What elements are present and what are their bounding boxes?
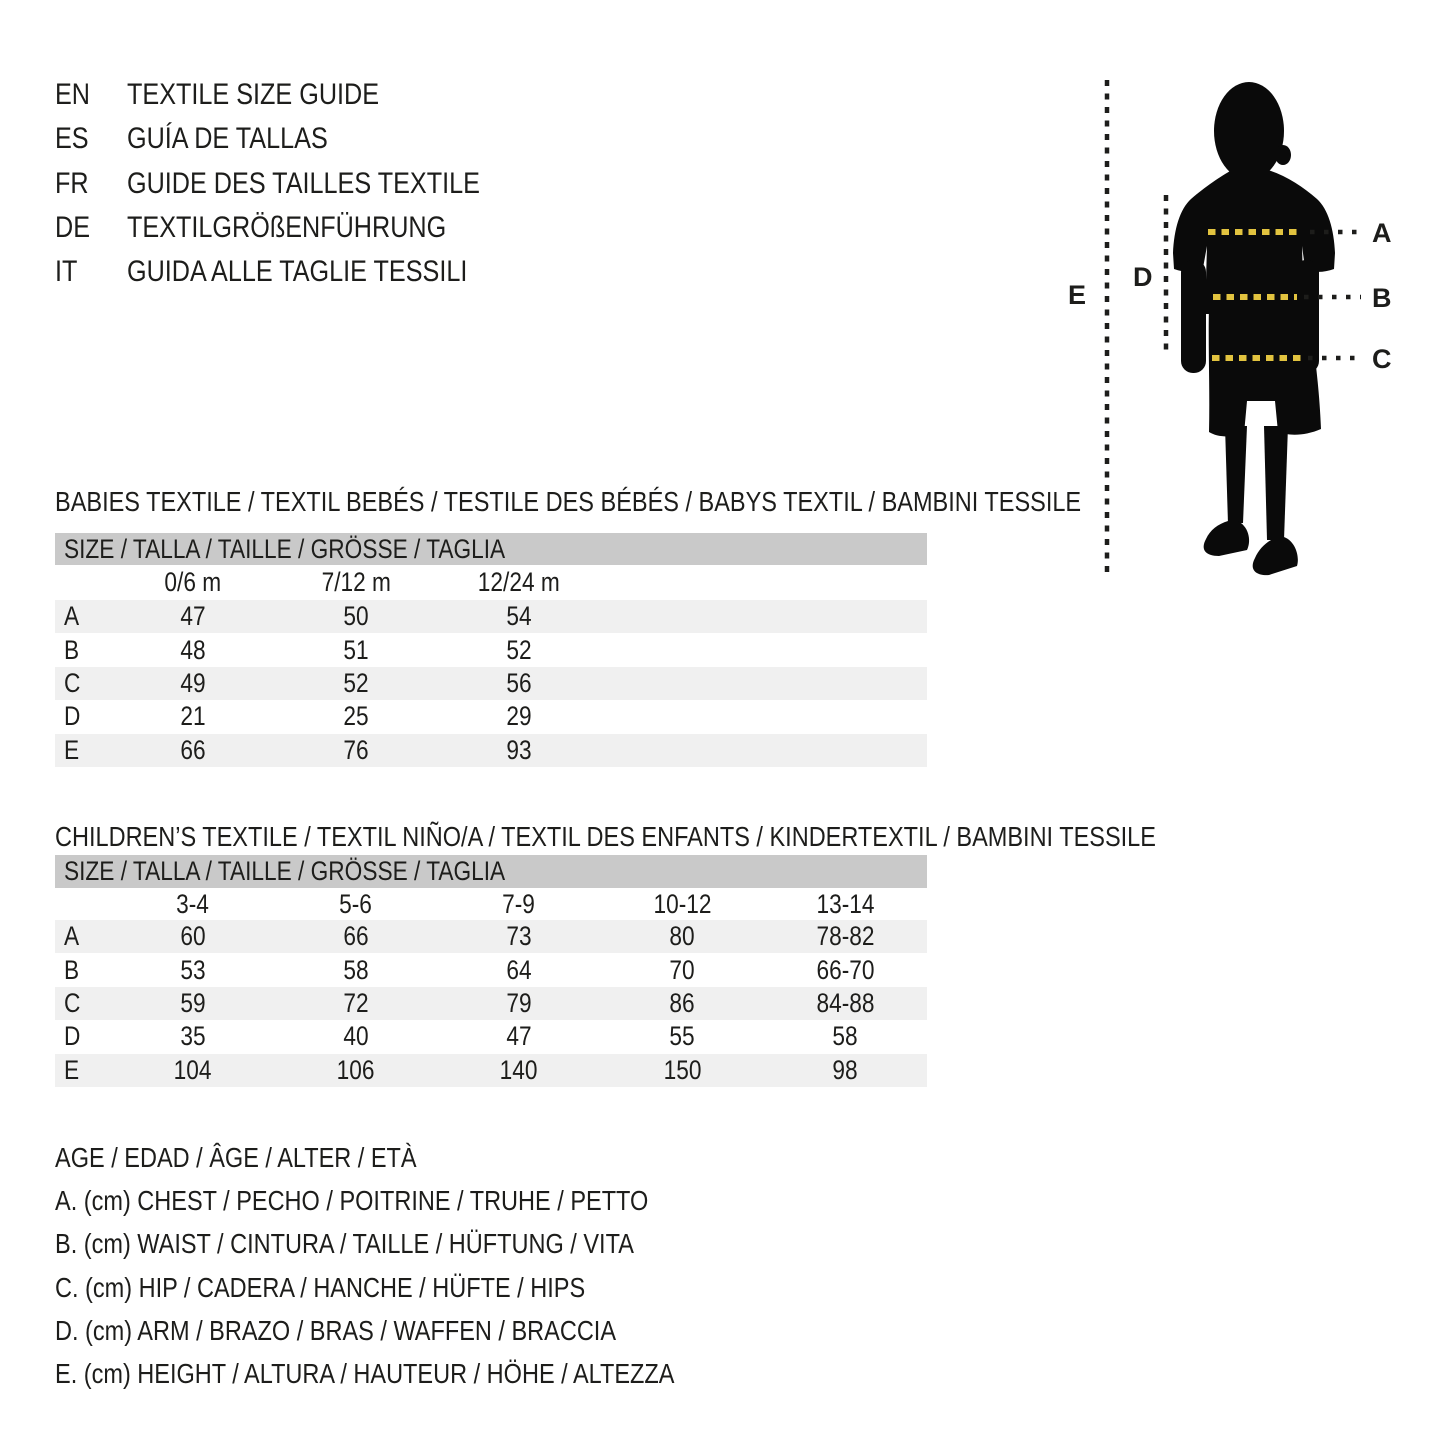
language-code-de: DE — [55, 211, 91, 245]
row-label: C — [64, 987, 81, 1018]
children-col-header-3: 7-9 — [502, 888, 536, 919]
babies-col-header-2: 7/12 m — [321, 567, 391, 597]
legend-line-age: AGE / EDAD / ÂGE / ALTER / ETÀ — [55, 1141, 417, 1173]
language-code-es: ES — [55, 122, 89, 156]
row-label: B — [64, 954, 80, 985]
language-title-en: TEXTILE SIZE GUIDE — [127, 78, 380, 112]
row-label: A — [64, 921, 80, 952]
cell-value: 25 — [343, 701, 369, 732]
measurement-figure-svg — [1040, 60, 1440, 600]
cell-value: 93 — [506, 734, 532, 765]
language-code-fr: FR — [55, 166, 89, 200]
cell-value: 54 — [506, 601, 532, 632]
language-title-fr: GUIDE DES TAILLES TEXTILE — [127, 166, 480, 200]
row-label: C — [64, 667, 81, 698]
language-title-de: TEXTILGRÖßENFÜHRUNG — [127, 211, 447, 245]
row-label: E — [64, 1054, 80, 1085]
measurement-figure — [1040, 60, 1440, 600]
language-code-en: EN — [55, 78, 91, 112]
babies-table-row-b — [55, 633, 927, 666]
cell-value: 59 — [179, 987, 206, 1018]
row-label: D — [64, 701, 81, 732]
children-table-row-b — [55, 953, 927, 986]
babies-table-row-e — [55, 734, 927, 767]
figure-label-b: B — [1372, 283, 1392, 313]
cell-value: 21 — [179, 701, 206, 732]
cell-value: 52 — [506, 634, 532, 665]
cell-value: 29 — [506, 701, 532, 732]
babies-table-row-d — [55, 700, 927, 733]
cell-value: 66 — [343, 921, 369, 952]
babies-column-header-row — [55, 565, 927, 600]
children-section-title: CHILDREN’S TEXTILE / TEXTIL NIÑO/A / TEXTIL DES ENFANTS / KINDERTEXTIL / BAMBINI TESSILE — [55, 821, 1156, 852]
cell-value: 106 — [336, 1054, 375, 1085]
cell-value: 49 — [179, 667, 206, 698]
babies-table-row-a — [55, 600, 927, 633]
cell-value: 47 — [179, 601, 206, 632]
cell-value: 51 — [343, 634, 369, 665]
children-table-row-c — [55, 987, 927, 1020]
figure-label-a: A — [1372, 218, 1392, 248]
cell-value: 58 — [832, 1021, 858, 1052]
figure-label-d: D — [1133, 262, 1153, 292]
babies-table-row-c — [55, 667, 927, 700]
babies-col-header-3: 12/24 m — [477, 567, 560, 597]
babies-section-title: BABIES TEXTILE / TEXTIL BEBÉS / TESTILE DES BÉBÉS / BABYS TEXTIL / BAMBINI TESSILE — [55, 486, 1082, 517]
figure-label-c: C — [1372, 344, 1392, 374]
cell-value: 86 — [669, 987, 695, 1018]
legend-line-hip: C. (cm) HIP / CADERA / HANCHE / HÜFTE / HIPS — [55, 1271, 586, 1303]
legend-line-chest: A. (cm) CHEST / PECHO / POITRINE / TRUHE / PETTO — [55, 1184, 649, 1216]
children-table-row-d — [55, 1020, 927, 1053]
cell-value: 64 — [506, 954, 532, 985]
babies-col-header-1: 0/6 m — [164, 567, 221, 597]
cell-value: 47 — [506, 1021, 532, 1052]
language-code-it: IT — [55, 255, 78, 289]
cell-value: 55 — [669, 1021, 695, 1052]
children-size-table — [55, 855, 927, 1087]
cell-value: 52 — [343, 667, 369, 698]
row-label: B — [64, 634, 80, 665]
legend-line-waist: B. (cm) WAIST / CINTURA / TAILLE / HÜFTUNG / VITA — [55, 1228, 634, 1260]
children-table-row-e — [55, 1054, 927, 1087]
row-label: A — [64, 601, 80, 632]
row-label: E — [64, 734, 80, 765]
cell-value: 79 — [506, 987, 532, 1018]
language-row-de — [55, 206, 755, 250]
figure-label-e: E — [1068, 280, 1087, 310]
cell-value: 84-88 — [816, 987, 875, 1018]
cell-value: 60 — [179, 921, 206, 952]
cell-value: 70 — [669, 954, 695, 985]
measurement-legend — [55, 1136, 792, 1396]
babies-size-header-bar: SIZE / TALLA / TAILLE / GRÖSSE / TAGLIA — [55, 533, 927, 565]
children-col-header-1: 3-4 — [176, 888, 209, 919]
cell-value: 48 — [179, 634, 206, 665]
language-header-block — [55, 73, 755, 294]
cell-value: 150 — [663, 1054, 702, 1085]
cell-value: 76 — [343, 734, 369, 765]
babies-size-table — [55, 533, 927, 767]
cell-value: 66-70 — [816, 954, 875, 985]
cell-value: 66 — [179, 734, 206, 765]
language-title-es: GUÍA DE TALLAS — [127, 122, 328, 156]
legend-line-height: E. (cm) HEIGHT / ALTURA / HAUTEUR / HÖHE / ALTEZZA — [55, 1358, 675, 1390]
cell-value: 98 — [832, 1054, 858, 1085]
cell-value: 80 — [669, 921, 695, 952]
children-col-header-5: 13-14 — [816, 888, 875, 919]
language-row-it — [55, 250, 755, 294]
children-size-header-bar: SIZE / TALLA / TAILLE / GRÖSSE / TAGLIA — [55, 855, 927, 888]
language-row-en — [55, 73, 755, 117]
cell-value: 58 — [343, 954, 369, 985]
cell-value: 56 — [506, 667, 532, 698]
language-row-fr — [55, 162, 755, 206]
language-title-it: GUIDA ALLE TAGLIE TESSILI — [127, 255, 468, 289]
children-col-header-2: 5-6 — [339, 888, 373, 919]
cell-value: 53 — [179, 954, 206, 985]
cell-value: 78-82 — [816, 921, 875, 952]
legend-line-arm: D. (cm) ARM / BRAZO / BRAS / WAFFEN / BRACCIA — [55, 1314, 617, 1346]
cell-value: 140 — [500, 1054, 538, 1085]
row-label: D — [64, 1021, 81, 1052]
children-column-header-row — [55, 888, 927, 920]
cell-value: 104 — [173, 1054, 212, 1085]
language-row-es — [55, 117, 755, 161]
cell-value: 35 — [179, 1021, 206, 1052]
cell-value: 72 — [343, 987, 369, 1018]
cell-value: 40 — [343, 1021, 369, 1052]
children-table-row-a — [55, 920, 927, 953]
cell-value: 50 — [343, 601, 369, 632]
children-col-header-4: 10-12 — [653, 888, 712, 919]
cell-value: 73 — [506, 921, 532, 952]
